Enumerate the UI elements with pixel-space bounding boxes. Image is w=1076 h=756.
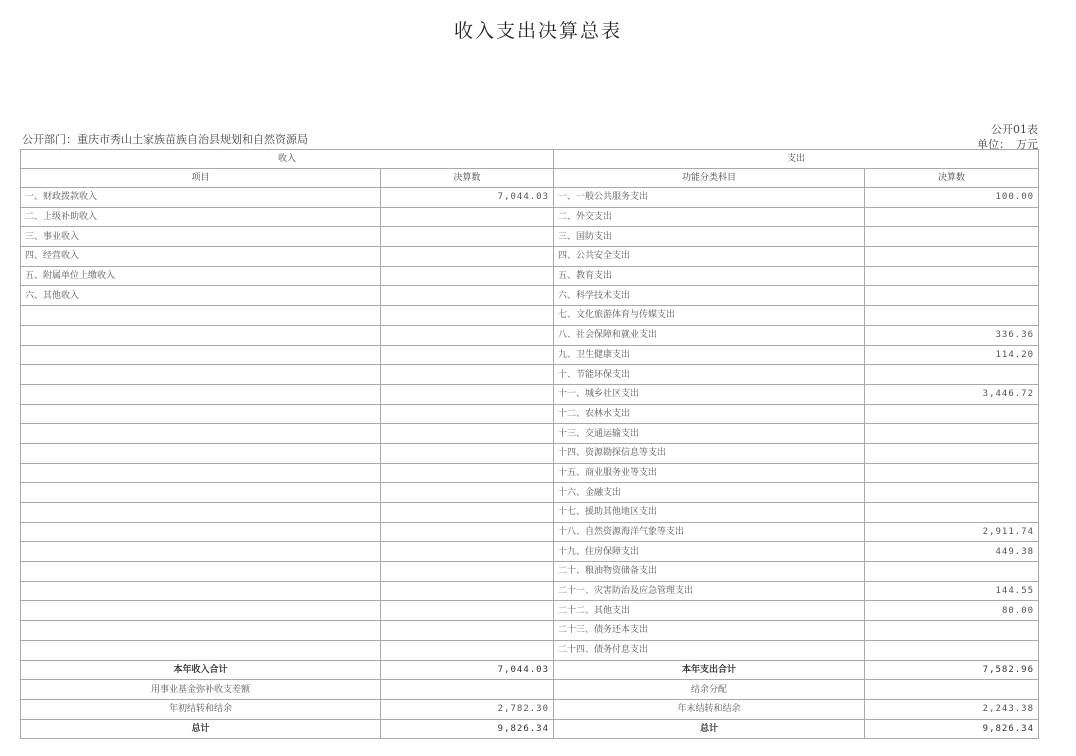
income-item-header: 项目 [21,169,381,188]
income-amount-cell [381,306,554,326]
income-item-cell: 用事业基金弥补收支差额 [21,680,381,700]
expense-amount-cell [865,365,1039,385]
income-item-cell: 六、其他收入 [21,286,381,306]
expense-amount-cell: 9,826.34 [865,719,1039,739]
expense-item-cell: 十五、商业服务业等支出 [554,463,865,483]
income-item-cell [21,345,381,365]
expense-amount-cell [865,424,1039,444]
expense-item-cell: 二十、粮油物资储备支出 [554,562,865,582]
income-amount-cell [381,365,554,385]
table-row [21,601,1039,621]
table-row [21,384,1039,404]
income-item-cell: 五、附属单位上缴收入 [21,266,381,286]
table-row [21,345,1039,365]
income-item-cell [21,562,381,582]
income-amount-cell [381,621,554,641]
income-item-cell: 一、财政拨款收入 [21,188,381,208]
column-header-row [21,169,1039,188]
expense-amount-cell: 100.00 [865,188,1039,208]
income-amount-cell [381,384,554,404]
income-amount-cell [381,345,554,365]
income-amount-cell [381,601,554,621]
table-row [21,581,1039,601]
table-row [21,443,1039,463]
expense-item-cell: 五、教育支出 [554,266,865,286]
department-name: 重庆市秀山土家族苗族自治县规划和自然资源局 [77,133,308,146]
table-row [21,227,1039,247]
expense-item-cell: 十九、住房保障支出 [554,542,865,562]
table-row [21,463,1039,483]
expense-amount-cell: 114.20 [865,345,1039,365]
income-amount-cell [381,404,554,424]
expense-item-cell: 十七、援助其他地区支出 [554,503,865,523]
expense-item-cell: 三、国防支出 [554,227,865,247]
income-amount-cell [381,325,554,345]
income-amount-cell [381,266,554,286]
table-row [21,207,1039,227]
income-amount-cell [381,562,554,582]
expense-item-cell: 十一、城乡社区支出 [554,384,865,404]
expense-item-cell: 九、卫生健康支出 [554,345,865,365]
table-row [21,522,1039,542]
expense-item-cell: 二十三、债务还本支出 [554,621,865,641]
expense-amount-cell [865,680,1039,700]
expense-amount-cell [865,207,1039,227]
table-row [21,325,1039,345]
table-row [21,188,1039,208]
expense-amount-cell [865,562,1039,582]
expense-amount-cell [865,286,1039,306]
income-amount-cell [381,227,554,247]
income-item-cell [21,483,381,503]
expense-item-cell: 十、节能环保支出 [554,365,865,385]
income-item-cell [21,503,381,523]
table-row [21,483,1039,503]
income-amount-cell [381,207,554,227]
expense-amount-cell: 449.38 [865,542,1039,562]
income-amount-cell: 9,826.34 [381,719,554,739]
expense-amount-cell: 144.55 [865,581,1039,601]
income-item-cell [21,463,381,483]
expense-item-cell: 二十二、其他支出 [554,601,865,621]
expense-amount-cell [865,483,1039,503]
expense-amount-cell [865,247,1039,267]
table-row [21,365,1039,385]
expense-amount-cell [865,443,1039,463]
income-item-cell [21,621,381,641]
income-item-cell [21,424,381,444]
expense-item-cell: 二十四、债务付息支出 [554,640,865,660]
income-amount-cell [381,424,554,444]
summary-row [21,699,1039,719]
expense-amount-cell [865,404,1039,424]
income-item-cell [21,601,381,621]
income-item-cell [21,542,381,562]
expense-amount-cell: 7,582.96 [865,660,1039,680]
income-item-cell: 本年收入合计 [21,660,381,680]
income-item-cell [21,306,381,326]
income-amount-cell [381,581,554,601]
income-section-header: 收入 [21,150,554,169]
income-amount-cell [381,640,554,660]
table-row [21,640,1039,660]
income-amount-cell [381,483,554,503]
expense-amount-cell: 3,446.72 [865,384,1039,404]
income-amount-cell: 2,782.30 [381,699,554,719]
expense-amount-cell [865,640,1039,660]
income-item-cell: 总计 [21,719,381,739]
income-amount-cell [381,522,554,542]
income-item-cell [21,443,381,463]
expense-item-cell: 一、一般公共服务支出 [554,188,865,208]
expense-section-header: 支出 [554,150,1039,169]
expense-item-cell: 总计 [554,719,865,739]
expense-amount-cell [865,503,1039,523]
income-amount-cell [381,542,554,562]
unit-value: 万元 [1016,138,1038,151]
table-row [21,424,1039,444]
income-amount-header: 决算数 [381,169,554,188]
table-row [21,266,1039,286]
table-row [21,621,1039,641]
income-item-cell [21,404,381,424]
income-amount-cell [381,443,554,463]
expense-amount-cell [865,227,1039,247]
expense-item-cell: 四、公共安全支出 [554,247,865,267]
expense-item-cell: 八、社会保障和就业支出 [554,325,865,345]
table-row [21,286,1039,306]
expense-item-cell: 二、外交支出 [554,207,865,227]
table-row [21,247,1039,267]
income-item-cell: 年初结转和结余 [21,699,381,719]
table-row [21,306,1039,326]
expense-amount-cell [865,306,1039,326]
expense-item-cell: 十六、金融支出 [554,483,865,503]
table-row [21,562,1039,582]
expense-amount-cell: 2,911.74 [865,522,1039,542]
expense-amount-header: 决算数 [865,169,1039,188]
expense-item-cell: 七、文化旅游体育与传媒支出 [554,306,865,326]
section-header-row [21,150,1039,169]
summary-row [21,719,1039,739]
income-item-cell [21,384,381,404]
table-row [21,503,1039,523]
expense-amount-cell: 336.36 [865,325,1039,345]
income-amount-cell [381,286,554,306]
expense-item-cell: 十四、资源勘探信息等支出 [554,443,865,463]
summary-row [21,680,1039,700]
table-row [21,404,1039,424]
expense-amount-cell: 80.00 [865,601,1039,621]
table-row [21,542,1039,562]
income-amount-cell [381,463,554,483]
expense-item-cell: 十三、交通运输支出 [554,424,865,444]
income-item-cell [21,640,381,660]
income-item-cell [21,365,381,385]
budget-summary-table [20,149,1039,739]
income-item-cell: 二、上级补助收入 [21,207,381,227]
expense-amount-cell [865,463,1039,483]
income-amount-cell [381,680,554,700]
expense-item-cell: 十二、农林水支出 [554,404,865,424]
expense-item-cell: 六、科学技术支出 [554,286,865,306]
income-item-cell [21,581,381,601]
unit-block [977,122,1038,152]
income-item-cell: 三、事业收入 [21,227,381,247]
expense-item-cell: 二十一、灾害防治及应急管理支出 [554,581,865,601]
unit-label: 单位： [977,138,1010,151]
expense-item-cell: 本年支出合计 [554,660,865,680]
summary-row [21,660,1039,680]
income-item-cell: 四、经营收入 [21,247,381,267]
expense-amount-cell [865,266,1039,286]
page-title: 收入支出决算总表 [453,20,622,42]
income-amount-cell [381,503,554,523]
income-amount-cell: 7,044.03 [381,660,554,680]
income-amount-cell [381,247,554,267]
department-line [22,131,308,147]
expense-item-cell: 结余分配 [554,680,865,700]
expense-item-cell: 年末结转和结余 [554,699,865,719]
expense-amount-cell [865,621,1039,641]
expense-amount-cell: 2,243.38 [865,699,1039,719]
form-code: 公开01表 [991,123,1038,136]
expense-item-header: 功能分类科目 [554,169,865,188]
department-label: 公开部门： [22,133,77,146]
income-item-cell [21,325,381,345]
expense-item-cell: 十八、自然资源海洋气象等支出 [554,522,865,542]
income-item-cell [21,522,381,542]
income-amount-cell: 7,044.03 [381,188,554,208]
